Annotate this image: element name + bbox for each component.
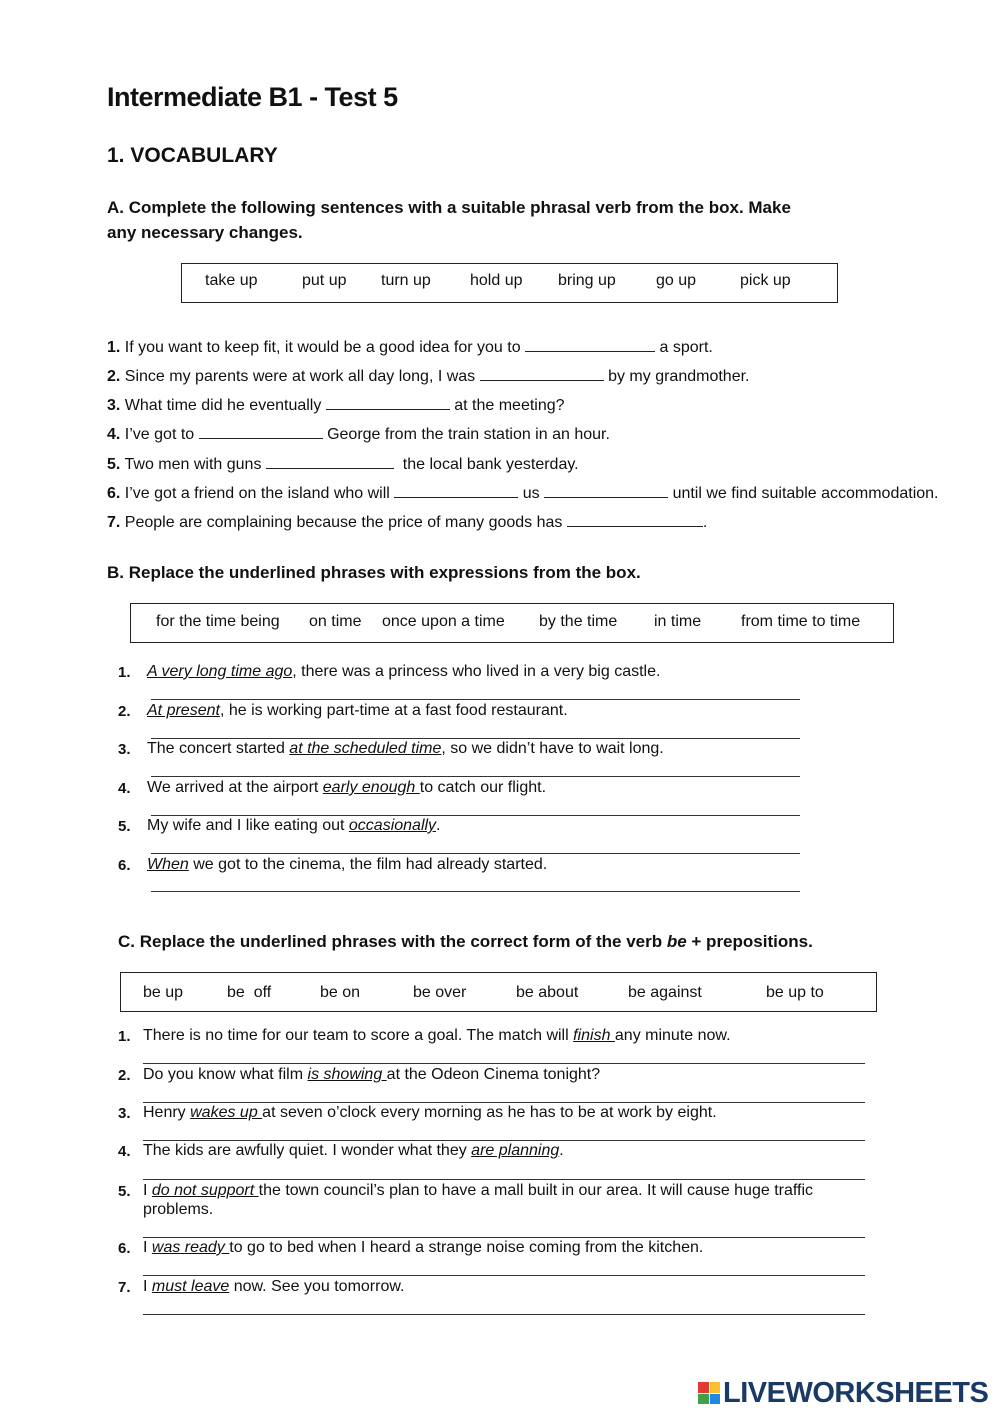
part-c-sentence-2: Do you know what film is showing at the Odeon Cinema tonight?: [143, 1066, 601, 1083]
answer-line[interactable]: [151, 815, 800, 816]
part-c-word-box: [120, 972, 877, 1012]
part-a-sentence-4: [107, 424, 610, 444]
sentence-text: What time did he eventually: [124, 397, 322, 414]
sentence-number: 5.: [118, 818, 131, 835]
sentence-number: 5.: [118, 1183, 131, 1200]
word-box-item: go up: [656, 272, 697, 289]
part-c-sentence-7: I must leave now. See you tomorrow.: [143, 1278, 405, 1295]
answer-line[interactable]: [151, 776, 800, 777]
part-c-sentence-3: Henry wakes up at seven o’clock every morning as he has to be at work by eight.: [143, 1104, 717, 1121]
word-box-item: bring up: [558, 272, 616, 289]
logo-text: LIVEWORKSHEETS: [723, 1376, 989, 1409]
part-c-sentence-5: I do not support the town council’s plan to have a mall built in our area. It will cause huge traffic: [143, 1182, 814, 1199]
answer-line[interactable]: [151, 738, 800, 739]
sentence-text: a sport.: [659, 339, 713, 356]
answer-line[interactable]: [143, 1102, 865, 1103]
sentence-text: I’ve got to: [124, 426, 195, 443]
part-b-sentence-2: At present, he is working part-time at a fast food restaurant.: [147, 702, 568, 719]
sentence-text: I’ve got a friend on the island who will: [124, 485, 390, 502]
answer-blank[interactable]: [266, 454, 394, 469]
part-c-instruction: C. Replace the underlined phrases with the correct form of the verb be + prepositions.: [118, 932, 813, 951]
answer-line[interactable]: [151, 699, 800, 700]
part-b-sentence-6: When we got to the cinema, the film had already started.: [147, 856, 548, 873]
part-b-sentence-4: We arrived at the airport early enough to catch our flight.: [147, 779, 547, 796]
sentence-number: 6.: [107, 485, 121, 502]
word-box-item: take up: [205, 272, 258, 289]
part-b-word-box: [130, 603, 894, 643]
part-c-sentence-1: There is no time for our team to score a goal. The match will finish any minute now.: [143, 1027, 731, 1044]
word-box-item: on time: [309, 613, 362, 630]
sentence-text: Two men with guns: [124, 456, 262, 473]
answer-line[interactable]: [143, 1237, 865, 1238]
part-b-instruction: B. Replace the underlined phrases with expressions from the box.: [107, 563, 641, 582]
part-b-sentence-5: My wife and I like eating out occasionally.: [147, 817, 441, 834]
sentence-number: 2.: [107, 368, 121, 385]
answer-blank[interactable]: [544, 483, 668, 498]
sentence-text: until we find suitable accommodation.: [672, 485, 939, 502]
word-box-item: be on: [320, 984, 361, 1001]
part-b-sentence-3: The concert started at the scheduled time, so we didn’t have to wait long.: [147, 740, 664, 757]
answer-blank[interactable]: [567, 512, 703, 527]
word-box-item: be up to: [766, 984, 824, 1001]
part-a-sentence-2: [107, 366, 749, 386]
part-a-sentence-7: [107, 512, 707, 532]
sentence-number: 3.: [107, 397, 121, 414]
word-box-item: by the time: [539, 613, 618, 630]
word-box-item: put up: [302, 272, 347, 289]
sentence-text: by my grandmother.: [608, 368, 750, 385]
sentence-text: George from the train station in an hour.: [327, 426, 610, 443]
answer-blank[interactable]: [525, 337, 655, 352]
sentence-number: 7.: [107, 514, 121, 531]
sentence-number: 2.: [118, 703, 131, 720]
word-box-item: for the time being: [156, 613, 280, 630]
part-a-word-box: [181, 263, 838, 303]
sentence-text: the local bank yesterday.: [402, 456, 579, 473]
part-a-sentence-3: [107, 395, 565, 415]
sentence-text: at the meeting?: [454, 397, 565, 414]
sentence-number: 2.: [118, 1067, 131, 1084]
part-c-sentence-6: I was ready to go to bed when I heard a strange noise coming from the kitchen.: [143, 1239, 704, 1256]
sentence-number: 5.: [107, 456, 121, 473]
sentence-number: 7.: [118, 1279, 131, 1296]
sentence-number: 3.: [118, 1105, 131, 1122]
sentence-number: 1.: [107, 339, 121, 356]
answer-line[interactable]: [151, 853, 800, 854]
word-box-item: be off: [227, 984, 272, 1001]
sentence-number: 3.: [118, 741, 131, 758]
page-title: Intermediate B1 - Test 5: [107, 82, 398, 112]
answer-line[interactable]: [143, 1275, 865, 1276]
sentence-number: 1.: [118, 664, 131, 681]
sentence-text: People are complaining because the price of many goods has: [124, 514, 563, 531]
sentence-number: 1.: [118, 1028, 131, 1045]
answer-line[interactable]: [143, 1314, 865, 1315]
part-c-sentence-5-line2: problems.: [143, 1201, 214, 1218]
word-box-item: hold up: [470, 272, 523, 289]
part-a-sentence-5: [107, 454, 579, 474]
word-box-item: be against: [628, 984, 702, 1001]
sentence-text: us: [522, 485, 540, 502]
word-box-item: from time to time: [741, 613, 861, 630]
word-box-item: pick up: [740, 272, 791, 289]
sentence-number: 6.: [118, 1240, 131, 1257]
word-box-item: once upon a time: [382, 613, 505, 630]
part-b-sentence-1: A very long time ago, there was a princess who lived in a very big castle.: [147, 663, 661, 680]
liveworksheets-logo: [698, 1378, 988, 1408]
word-box-item: be over: [413, 984, 467, 1001]
answer-line[interactable]: [143, 1063, 865, 1064]
word-box-item: be about: [516, 984, 579, 1001]
sentence-text: Since my parents were at work all day long, I was: [124, 368, 476, 385]
sentence-text: If you want to keep fit, it would be a good idea for you to: [124, 339, 521, 356]
answer-blank[interactable]: [394, 483, 518, 498]
part-a-instruction-line1: A. Complete the following sentences with a suitable phrasal verb from the box. Make: [107, 198, 791, 217]
answer-blank[interactable]: [199, 424, 323, 439]
part-a-sentence-1: [107, 337, 713, 357]
sentence-text: .: [702, 514, 708, 531]
word-box-item: in time: [654, 613, 702, 630]
answer-blank[interactable]: [326, 395, 450, 410]
word-box-item: be up: [143, 984, 184, 1001]
sentence-number: 4.: [118, 1143, 131, 1160]
part-a-instruction-line2: any necessary changes.: [107, 223, 303, 242]
part-c-sentence-4: The kids are awfully quiet. I wonder what they are planning.: [143, 1142, 564, 1159]
answer-line[interactable]: [143, 1140, 865, 1141]
answer-line[interactable]: [143, 1179, 865, 1180]
sentence-number: 4.: [107, 426, 121, 443]
sentence-number: 4.: [118, 780, 131, 797]
answer-blank[interactable]: [480, 366, 604, 381]
part-a-sentence-6: [107, 483, 938, 503]
sentence-number: 6.: [118, 857, 131, 874]
section-title: 1. VOCABULARY: [107, 144, 278, 167]
word-box-item: turn up: [381, 272, 431, 289]
logo-blocks-icon: [698, 1382, 720, 1404]
part-a-instruction: [107, 195, 791, 245]
answer-line[interactable]: [151, 891, 800, 892]
